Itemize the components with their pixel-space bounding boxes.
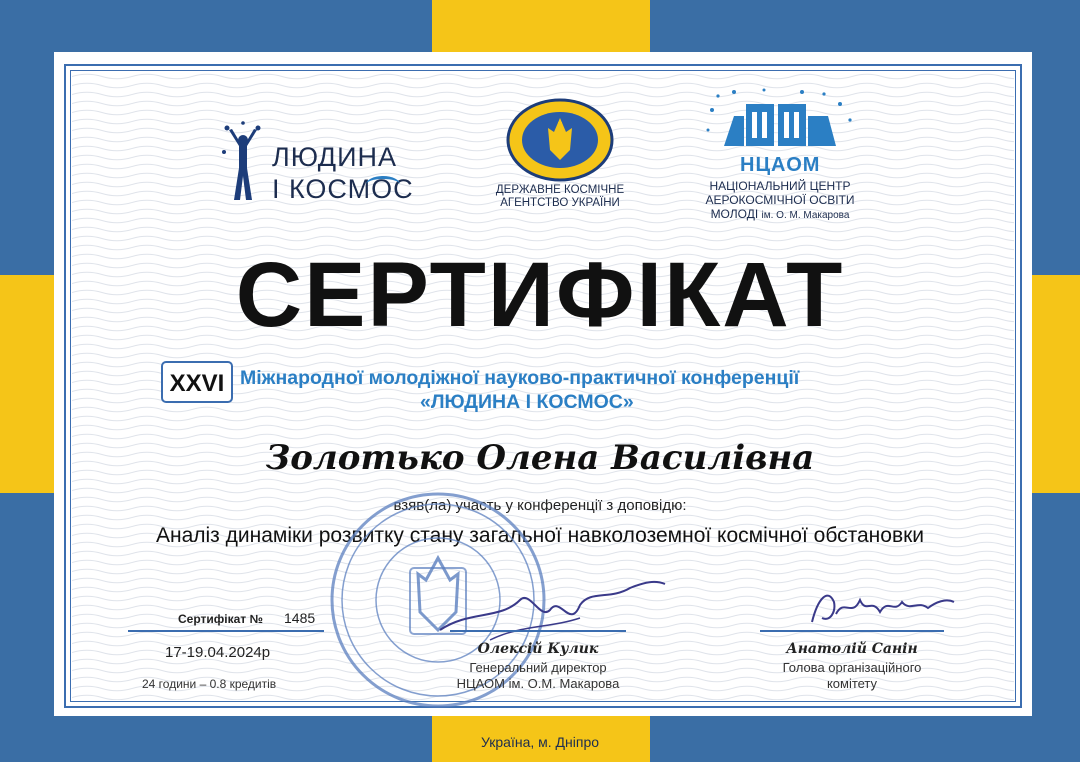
certificate-number-label: Сертифікат № [178, 612, 263, 626]
logo-lyudyna-line2: І КОСМОС [272, 174, 414, 204]
participation-text: взяв(ла) участь у конференції з доповідю: [393, 497, 687, 514]
yellow-stripe-top [432, 0, 650, 52]
ncaom-molodi: МОЛОДІ [710, 207, 759, 221]
signature-kulyk [430, 570, 670, 650]
conference-name-line2: «ЛЮДИНА І КОСМОС» [420, 391, 634, 413]
logo-lyudyna-line1: ЛЮДИНА [272, 142, 398, 172]
certificate-title: СЕРТИФІКАТ [235, 244, 845, 346]
signatory-1-role-line1: Генеральний директор [469, 660, 607, 675]
astronaut-figure-icon [220, 120, 266, 202]
certificate-number: 1485 [284, 610, 316, 626]
conference-dates: 17-19.04.2024р [165, 644, 271, 661]
recipient-name: Золотько Олена Василівна [265, 438, 815, 478]
ncaom-name-line2: АЕРОКОСМІЧНОЇ ОСВІТИ [705, 193, 855, 207]
agency-name-line1: ДЕРЖАВНЕ КОСМІЧНЕ [495, 184, 625, 196]
conference-name-line1: Міжнародної молодіжної науково-практичної конференції [240, 367, 800, 389]
signature-sanin [800, 578, 960, 638]
ncaom-name-line3 [680, 208, 880, 222]
orbit-swoosh-icon [366, 176, 400, 193]
conference-number-badge: XXVI [161, 361, 233, 403]
credit-hours: 24 години – 0.8 кредитів [142, 677, 277, 691]
divider-left [128, 630, 324, 632]
space-agency-seal-icon [506, 98, 614, 182]
ncaom-abbreviation: НЦАОМ [740, 154, 821, 176]
divider-right [760, 630, 944, 632]
signatory-2-name: Анатолій Санін [786, 641, 918, 657]
ncaom-building-icon [704, 86, 856, 158]
signatory-1-name: Олексій Кулик [477, 641, 599, 657]
ncaom-makarov: ім. О. М. Макарова [761, 210, 850, 221]
agency-name-line2: АГЕНТСТВО УКРАЇНИ [500, 197, 620, 209]
divider-middle [450, 630, 626, 632]
report-topic: Аналіз динаміки розвитку стану загальної навколоземної космічної обстановки [155, 524, 925, 547]
signatory-2-role-line1: Голова організаційного [782, 660, 922, 675]
ncaom-name-line1: НАЦІОНАЛЬНИЙ ЦЕНТР [709, 179, 851, 193]
location-footer: Україна, м. Дніпро [480, 734, 600, 750]
signatory-1-role-line2: НЦАОМ ім. О.М. Макарова [456, 676, 620, 691]
signatory-2-role-line2: комітету [826, 676, 878, 691]
